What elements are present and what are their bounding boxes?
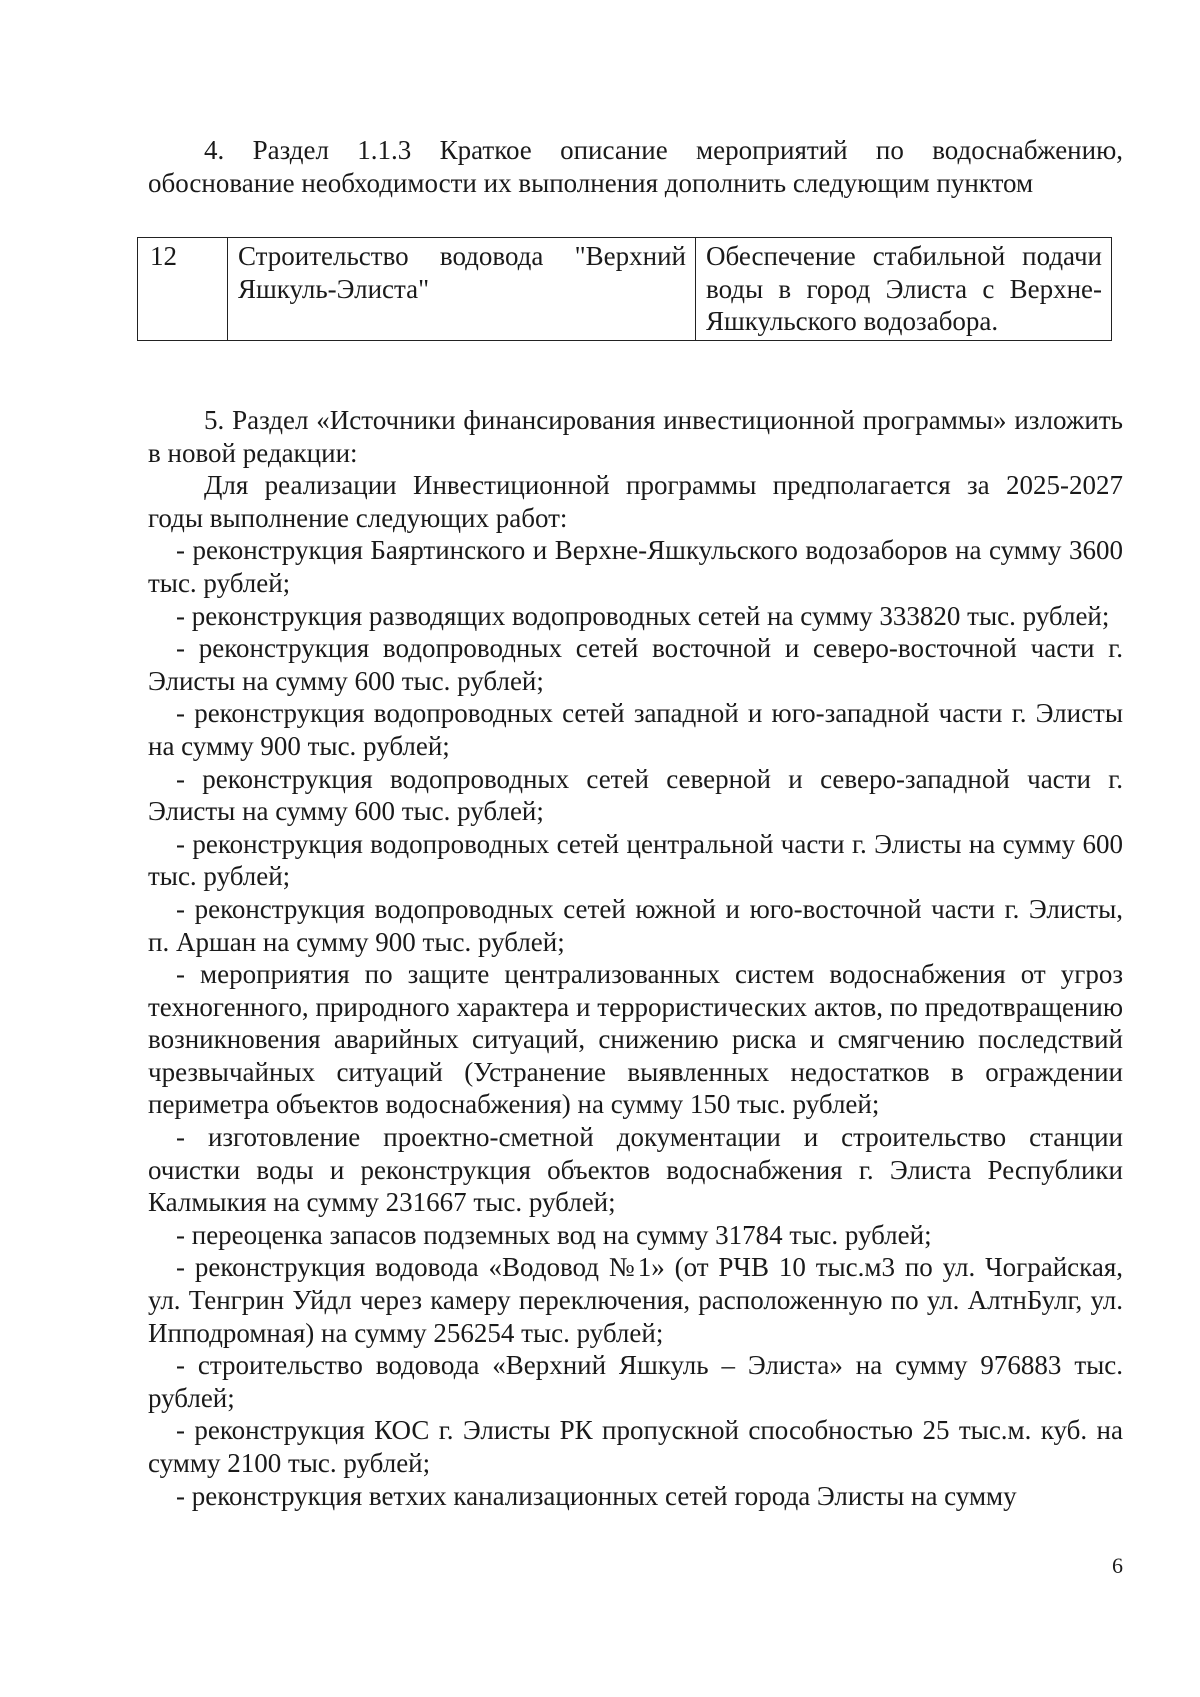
table-row (138, 238, 1112, 341)
list-item: - реконструкция водопроводных сетей северной и северо-западной части г. Элисты на сумму 600 тыс. рублей; (148, 763, 1123, 827)
section-5-heading: 5. Раздел «Источники финансирования инвестиционной программы» изложить в новой редакции: (148, 405, 1123, 468)
row-number-cell: 12 (138, 238, 228, 341)
list-item: - переоценка запасов подземных вод на сумму 31784 тыс. рублей; (176, 1219, 932, 1250)
list-item: - реконструкция водопроводных сетей центральной части г. Элисты на сумму 600 тыс. рублей; (148, 828, 1123, 892)
measure-goal-cell: Обеспечение стабильной подачи воды в город Элиста с Верхне-Яшкульского водозабора. (696, 238, 1112, 341)
list-item: - реконструкция водовода «Водовод №1» (от РЧВ 10 тыс.м3 по ул. Чограйская, ул. Тенгрин Уйдл через камеру переключения, расположенную по ул. АлтнБулг, ул. Ипподромная) на сумму 256254 тыс. рублей; (148, 1252, 1123, 1348)
list-item: - реконструкция ветхих канализационных сетей города Элисты на сумму (176, 1480, 1017, 1511)
list-item: - реконструкция водопроводных сетей южной и юго-восточной части г. Элисты, п. Аршан на сумму 900 тыс. рублей; (148, 893, 1123, 957)
section-4-paragraph: 4. Раздел 1.1.3 Краткое описание мероприятий по водоснабжению, обоснование необходимости их выполнения дополнить следующим пунктом (148, 135, 1123, 198)
list-item: - реконструкция разводящих водопроводных сетей на сумму 333820 тыс. рублей; (176, 600, 1110, 631)
page-number: 6 (1112, 1553, 1123, 1578)
section-4 (148, 134, 1123, 199)
list-item: - реконструкция КОС г. Элисты РК пропускной способностью 25 тыс.м. куб. на сумму 2100 тыс. рублей; (148, 1415, 1123, 1478)
measure-name-cell: Строительство водовода "Верхний Яшкуль-Элиста" (228, 238, 696, 341)
section-5-intro: Для реализации Инвестиционной программы предполагается за 2025-2027 годы выполнение следующих работ: (148, 470, 1123, 533)
list-item: - реконструкция водопроводных сетей восточной и северо-восточной части г. Элисты на сумму 600 тыс. рублей; (148, 633, 1123, 696)
measures-table (137, 237, 1112, 341)
list-item: - реконструкция Баяртинского и Верхне-Яшкульского водозаборов на сумму 3600 тыс. рублей; (148, 535, 1123, 598)
list-item: - изготовление проектно-сметной документации и строительство станции очистки воды и реконструкция объектов водоснабжения г. Элиста Республики Калмыкия на сумму 231667 тыс. рублей; (148, 1122, 1123, 1218)
section-5 (148, 404, 1123, 1512)
list-item: - строительство водовода «Верхний Яшкуль – Элиста» на сумму 976883 тыс. рублей; (148, 1350, 1123, 1413)
list-item: - мероприятия по защите централизованных систем водоснабжения от угроз техногенного, природного характера и террористических актов, по предотвращению возникновения аварийных ситуаций, снижению риска и смягчению последствий чрезвычайных ситуаций (Устранение выявленных недостатков в ограждении периметра объектов водоснабжения) на сумму 150 тыс. рублей; (148, 959, 1123, 1120)
list-item: - реконструкция водопроводных сетей западной и юго-западной части г. Элисты на сумму 900 тыс. рублей; (148, 698, 1123, 761)
